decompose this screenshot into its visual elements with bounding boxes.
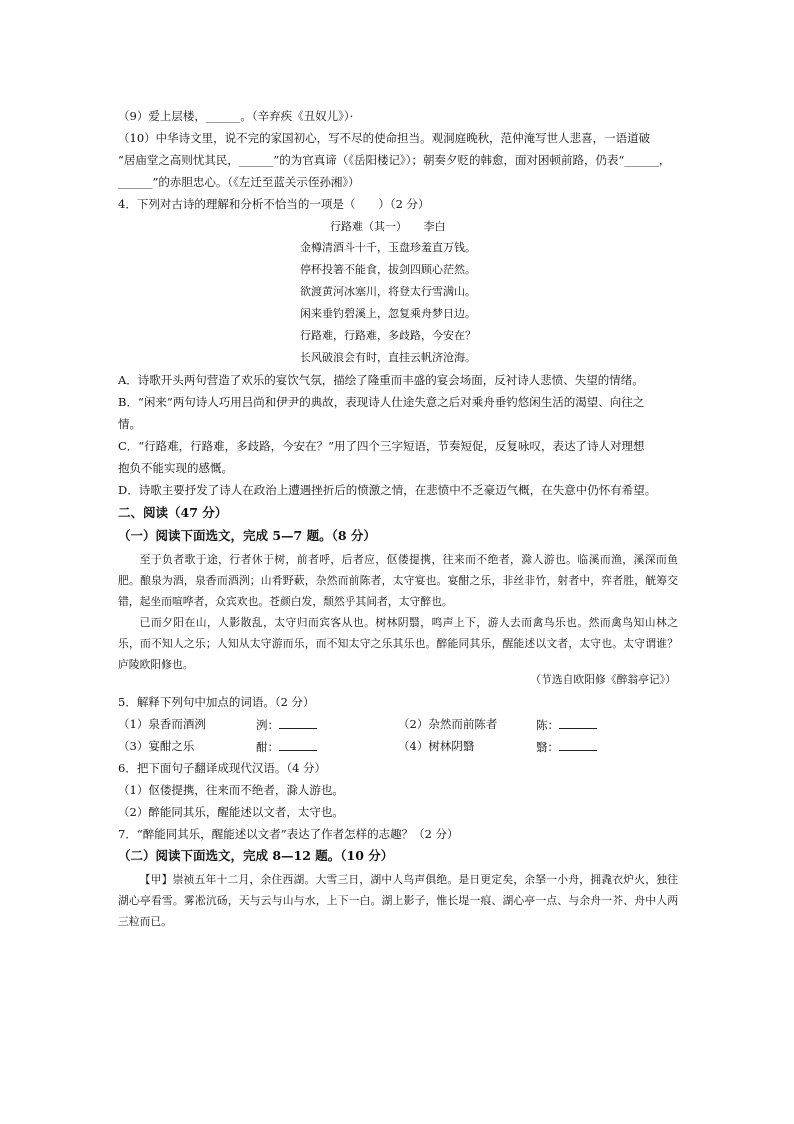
question-6: 6．把下面句子翻译成现代汉语。（4 分） [118, 761, 327, 775]
part-1-heading: （一）阅读下面选文，完成 5—7 题。（8 分） [118, 528, 376, 543]
option-d: D．诗歌主要抒发了诗人在政治上遭遇挫折后的愤激之情，在悲愤中不乏豪迈气概，在失意中仍怀有希望。 [118, 483, 657, 497]
poem-title: 行路难（其一） 李白 [330, 220, 446, 233]
option-b-line-2: 情。 [118, 417, 141, 431]
poem-line: 行路难，行路难，多歧路，今安在？ [300, 329, 476, 342]
passage-paragraph-2: 已而夕阳在山，人影散乱，太守归而宾客从也。树林阴翳，鸣声上下，游人去而禽鸟乐也。然而禽鸟知山林之乐，而不知人之乐；人知从太守游而乐，而不知太守之乐其乐也。醉能同其乐，醒能述以文者，太守也。太守谓谁？庐陵欧阳修也。 [118, 616, 678, 671]
passage-source: （节选自欧阳修《醉翁亭记》） [530, 673, 676, 686]
passage-paragraph-3: 【甲】崇祯五年十二月，余住西湖。大雪三日，湖中人鸟声俱绝。是日更定矣，余拏一小舟，拥毳衣炉火，独往湖心亭看雪。雾凇沆砀，天与云与山与水，上下一白。湖上影子，惟长堤一痕、湖心亭一点、与余舟一芥、舟中人两三粒而已。 [118, 873, 678, 928]
passage-paragraph-1: 至于负者歌于途，行者休于树，前者呼，后者应，伛偻提携，往来而不绝者，滁人游也。临溪而渔，溪深而鱼肥。酿泉为酒，泉香而酒洌；山肴野蔌，杂然而前陈者，太守宴也。宴酣之乐，非丝非竹，射者中，弈者胜，觥筹交错，起坐而喧哗者，众宾欢也。苍颜白发，颓然乎其间者，太守醉也。 [118, 553, 678, 608]
question-10-line-3: ______”的赤胆忠心。（《左迁至蓝关示侄孙湘》） [118, 175, 360, 189]
q5-phrase: （1）泉香而酒洌 [118, 717, 206, 731]
question-5: 5．解释下列句中加点的词语。（2 分） [118, 695, 315, 709]
q5-phrase: （3）宴酣之乐 [118, 739, 195, 753]
poem-line: 闲来垂钓碧溪上，忽复乘舟梦日边。 [300, 307, 476, 320]
poem-line: 长风破浪会有时，直挂云帆济沧海。 [300, 351, 476, 364]
part-2-heading: （二）阅读下面选文，完成 8—12 题。（10 分） [118, 848, 394, 863]
question-9: （9）爱上层楼，______。（辛弃疾《丑奴儿》）· [118, 109, 354, 123]
q5-phrase: （4）树林阴翳 [398, 739, 475, 753]
q5-answer-field[interactable]: 陈： [536, 716, 597, 733]
q5-answer-field[interactable]: 洌： [256, 716, 317, 733]
question-10-line-2: “居庙堂之高则忧其民，______”的为官真谛（《岳阳楼记》）；朝奏夕贬的韩愈，面对困顿前路，仍表“______， [118, 153, 671, 167]
option-c-line-2: 抱负不能实现的感慨。 [118, 461, 233, 475]
option-a: A．诗歌开头两句营造了欢乐的宴饮气氛，描绘了隆重而丰盛的宴会场面，反衬诗人悲愤、失望的情绪。 [118, 373, 644, 387]
option-b-line-1: B．“闲来”两句诗人巧用吕尚和伊尹的典故，表现诗人仕途失意之后对乘舟垂钓悠闲生活的渴望、向往之 [118, 395, 645, 409]
q5-row-1 [118, 716, 678, 732]
section-title: 二、阅读（47 分） [118, 505, 228, 520]
question-10-line-1: （10）中华诗文里，说不完的家国初心，写不尽的使命担当。观洞庭晚秋，范仲淹写世人悲喜，一语道破 [118, 131, 651, 145]
question-6-2: （2）醉能同其乐，醒能述以文者，太守也。 [118, 805, 344, 819]
q5-answer-field[interactable]: 翳： [536, 738, 597, 755]
q5-answer-field[interactable]: 酣： [256, 738, 317, 755]
poem-line: 欲渡黄河冰塞川，将登太行雪满山。 [300, 285, 476, 298]
q5-row-2 [118, 738, 678, 754]
q5-phrase: （2）杂然而前陈者 [398, 717, 498, 731]
question-4: 4．下列对古诗的理解和分析不恰当的一项是（ ）（2 分） [118, 197, 430, 211]
question-6-1: （1）伛偻提携，往来而不绝者，滁人游也。 [118, 783, 344, 797]
question-7: 7．“醉能同其乐，醒能述以文者”表达了作者怎样的志趣？（2 分） [118, 827, 459, 841]
poem-line: 金樽清酒斗十千，玉盘珍羞直万钱。 [300, 241, 476, 254]
poem-line: 停杯投箸不能食，拔剑四顾心茫然。 [300, 263, 476, 276]
option-c-line-1: C．“行路难，行路难，多歧路，今安在？”用了四个三字短语，节奏短促，反复咏叹，表达了诗人对理想 [118, 439, 645, 453]
